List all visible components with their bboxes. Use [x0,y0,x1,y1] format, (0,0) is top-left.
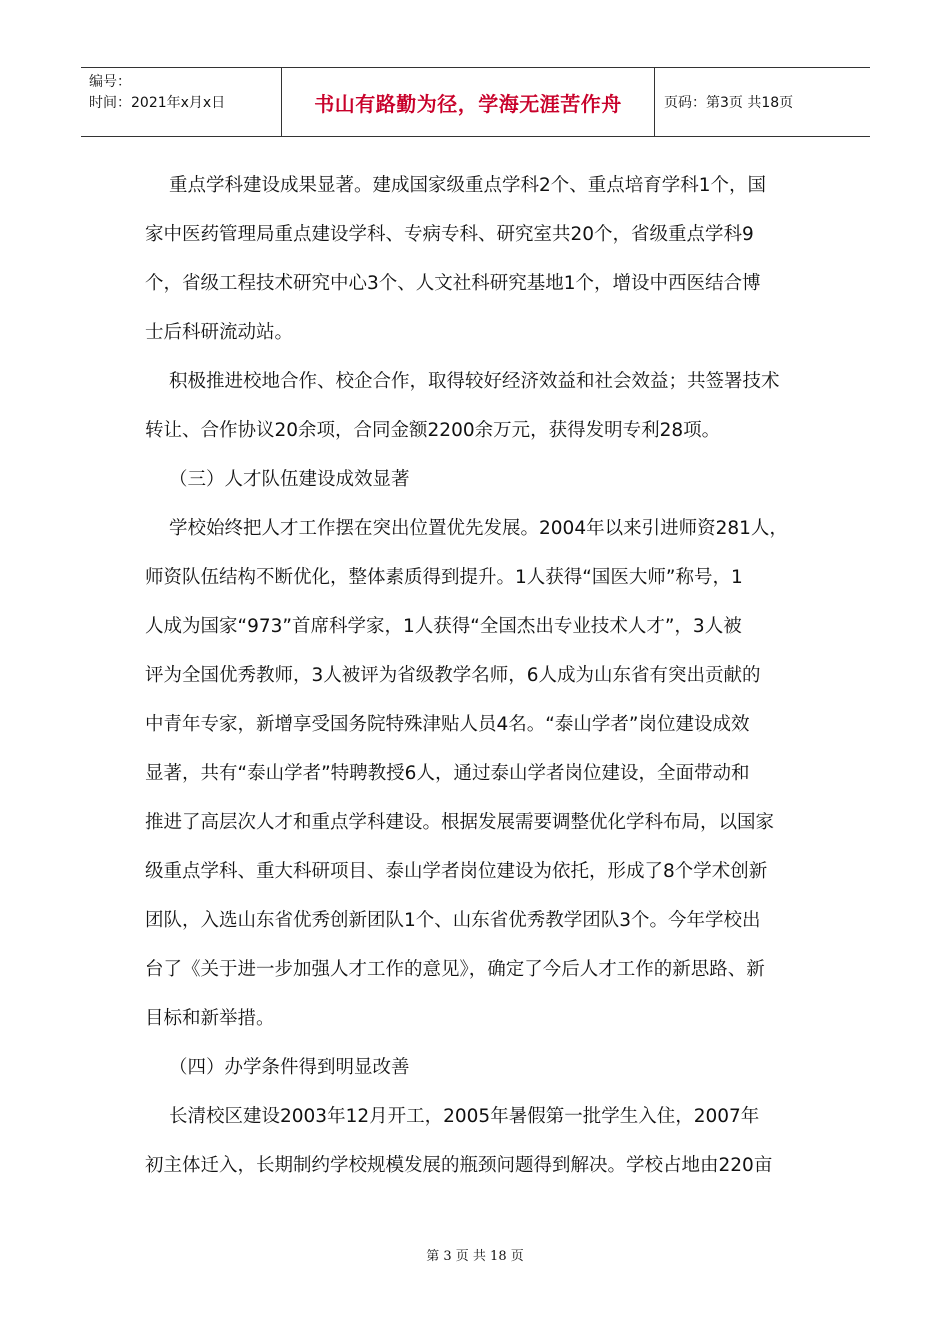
page-header [81,67,870,137]
page-footer [0,1245,950,1264]
paragraph-line: 家中医药管理局重点建设学科、专病专科、研究室共20个，省级重点学科9 [145,224,754,245]
date-label: 时间：2021年x月x日 [89,95,226,111]
footer-page-number: 第 3 页 共 18 页 [426,1249,524,1264]
paragraph-line: 级重点学科、重大科研项目、泰山学者岗位建设为依托，形成了8个学术创新 [145,861,768,882]
paragraph-line: 台了《关于进一步加强人才工作的意见》，确定了今后人才工作的新思路、新 [145,959,765,980]
document-body [145,161,810,1190]
section-heading: （四）办学条件得到明显改善 [169,1057,410,1078]
section-heading: （三）人才队伍建设成效显著 [169,469,410,490]
serial-number-label: 编号： [89,74,131,90]
header-motto-cell [282,68,655,136]
header-meta-cell [81,68,282,136]
paragraph-line: 初主体迁入，长期制约学校规模发展的瓶颈问题得到解决。学校占地由220亩 [145,1155,773,1176]
paragraph-line: 转让、合作协议20余项，合同金额2200余万元，获得发明专利28项。 [145,420,721,441]
paragraph-line: 显著，共有“泰山学者”特聘教授6人，通过泰山学者岗位建设，全面带动和 [145,763,750,784]
paragraph-line: 师资队伍结构不断优化，整体素质得到提升。1人获得“国医大师”称号，1 [145,567,743,588]
paragraph-line: 评为全国优秀教师，3人被评为省级教学名师，6人成为山东省有突出贡献的 [145,665,761,686]
paragraph-line: 学校始终把人才工作摆在突出位置优先发展。2004年以来引进师资281人， [169,518,788,539]
header-page-info: 页码：第3页 共18页 [664,95,794,111]
paragraph-line: 中青年专家，新增享受国务院特殊津贴人员4名。“泰山学者”岗位建设成效 [145,714,750,735]
paragraph-line: 积极推进校地合作、校企合作，取得较好经济效益和社会效益；共签署技术 [169,371,780,392]
paragraph-line: 长清校区建设2003年12月开工，2005年暑假第一批学生入住，2007年 [169,1106,760,1127]
paragraph-line: 个，省级工程技术研究中心3个、人文社科研究基地1个，增设中西医结合博 [145,273,761,294]
paragraph-line: 士后科研流动站。 [145,322,294,343]
header-page-cell [655,68,870,136]
paragraph-line: 目标和新举措。 [145,1008,275,1029]
paragraph-line: 重点学科建设成果显著。建成国家级重点学科2个、重点培育学科1个，国 [169,175,767,196]
paragraph-line: 推进了高层次人才和重点学科建设。根据发展需要调整优化学科布局，以国家 [145,812,775,833]
paragraph-line: 团队，入选山东省优秀创新团队1个、山东省优秀教学团队3个。今年学校出 [145,910,761,931]
motto-text: 书山有路勤为径，学海无涯苦作舟 [314,91,622,116]
paragraph-line: 人成为国家“973”首席科学家，1人获得“全国杰出专业技术人才”，3人被 [145,616,742,637]
